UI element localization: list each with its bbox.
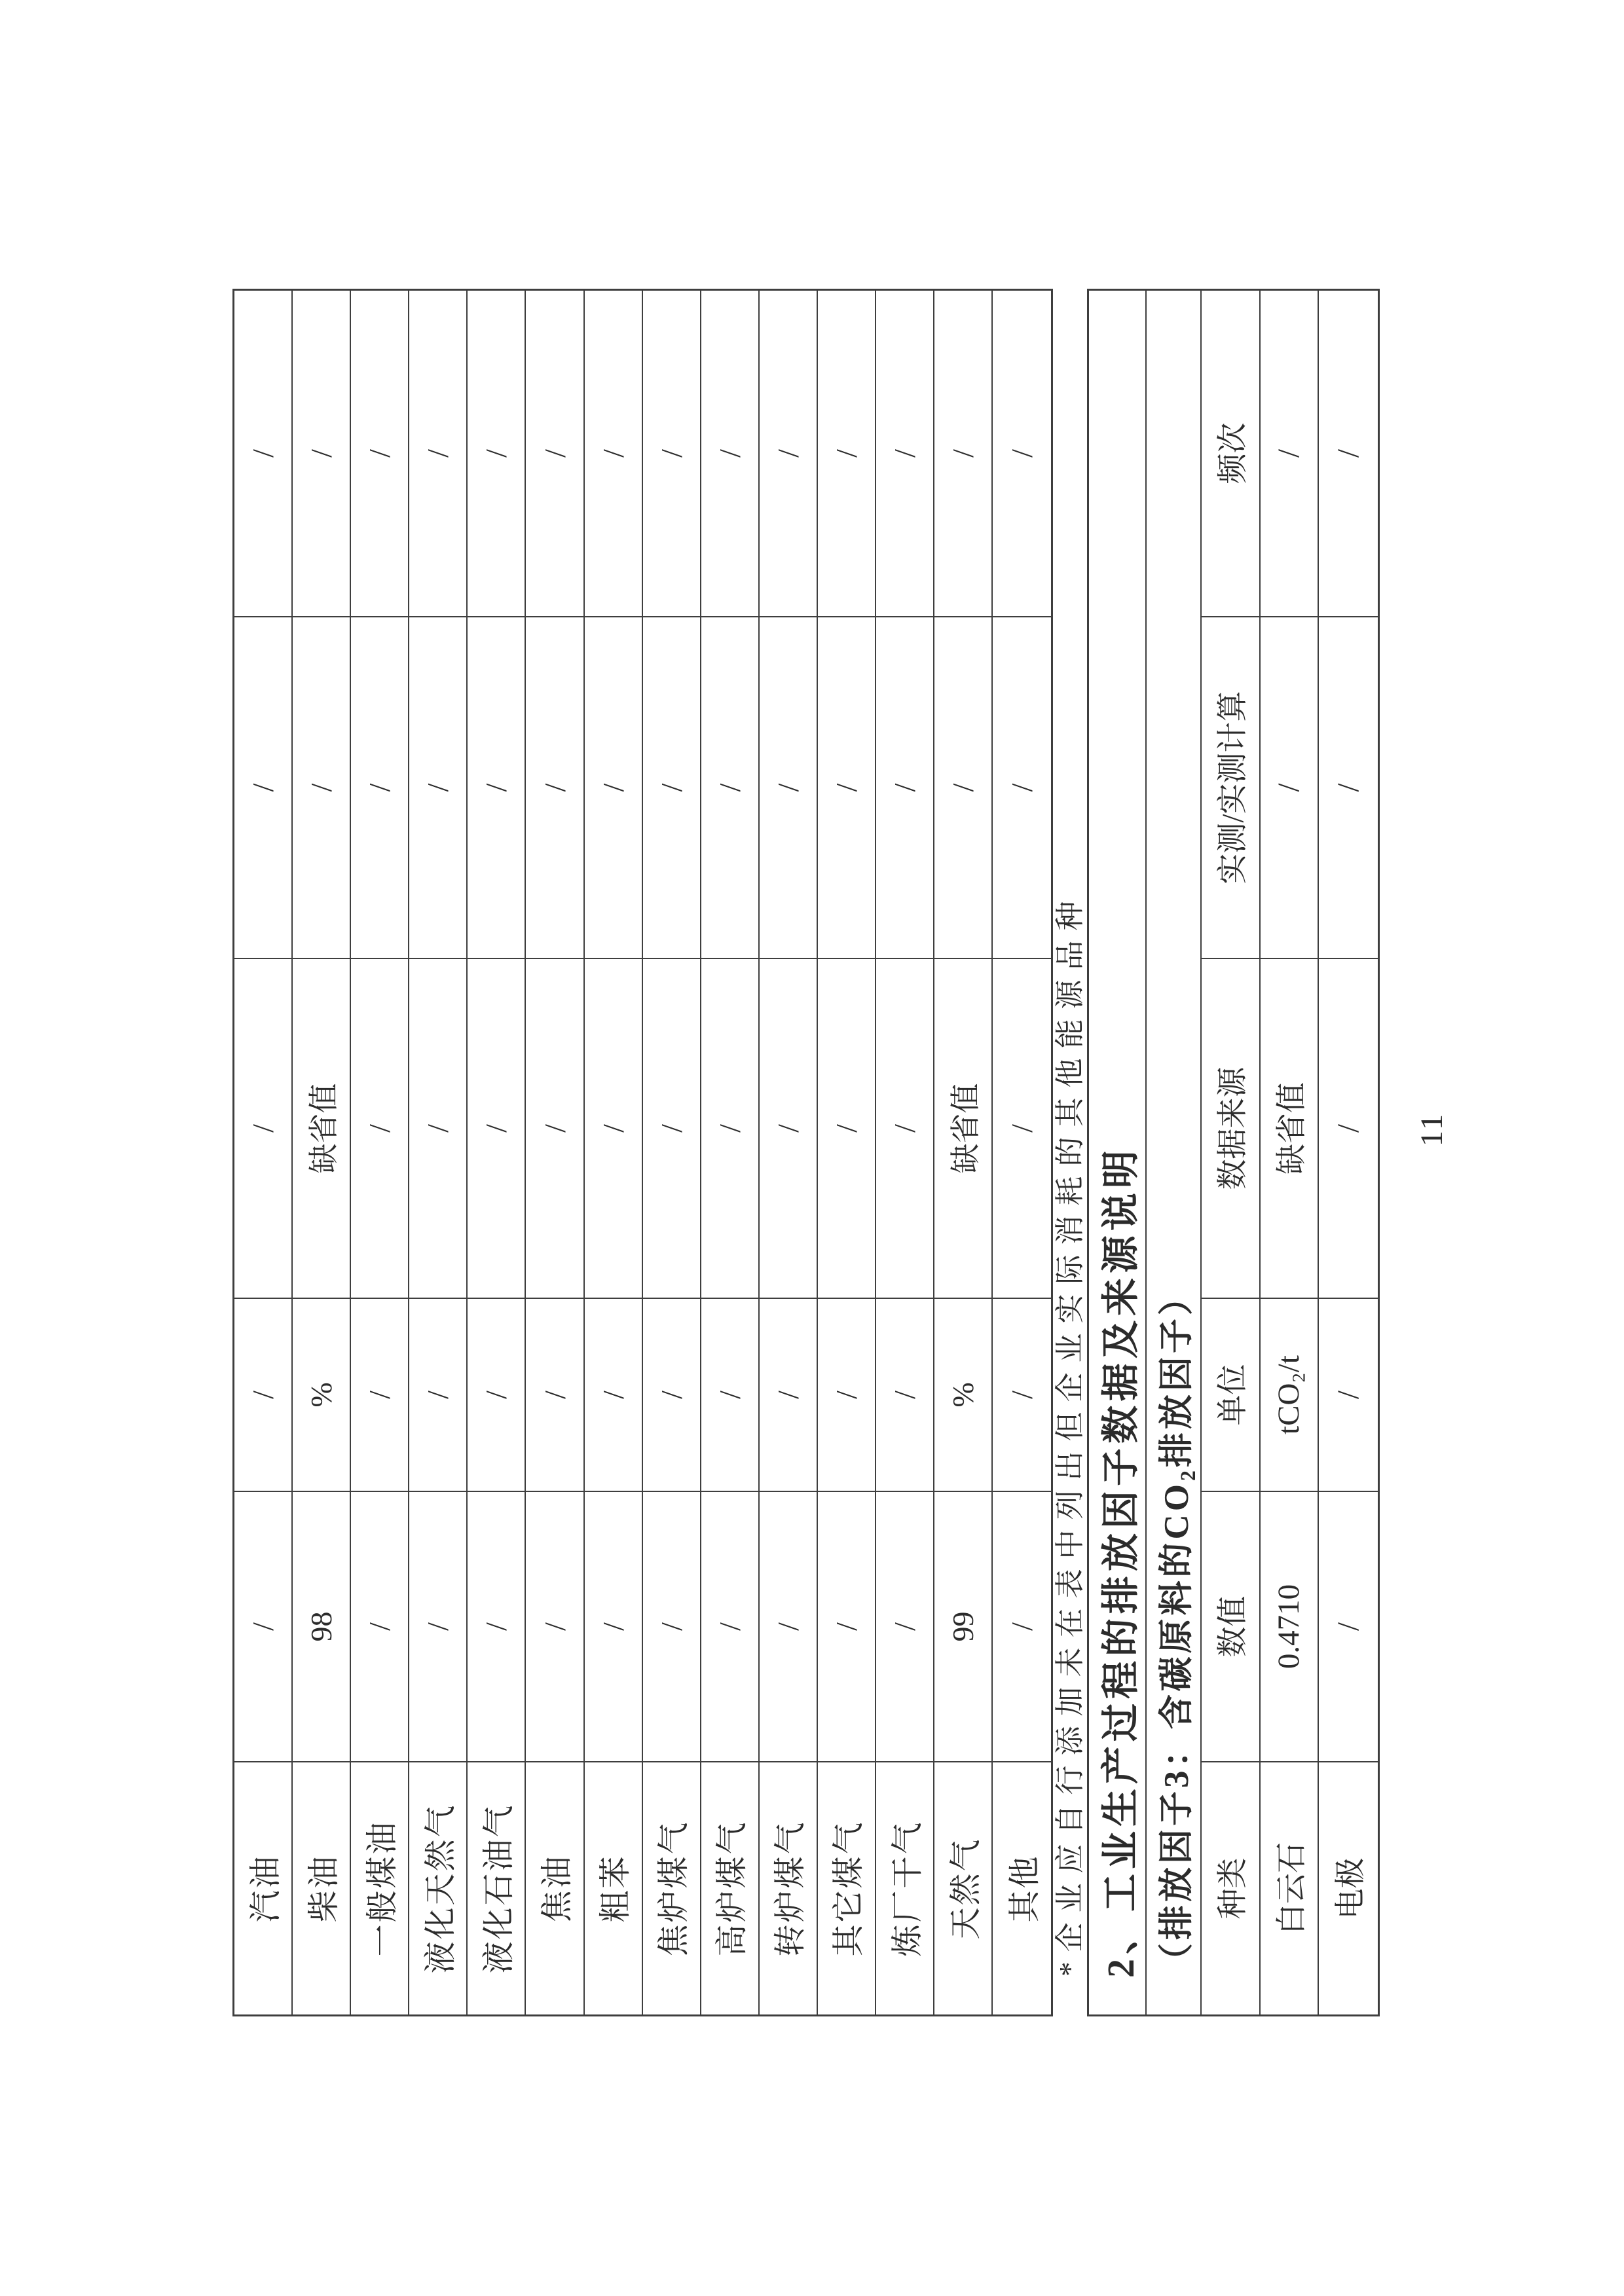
measured-cell: / xyxy=(701,616,760,958)
measured-cell: / xyxy=(351,616,409,958)
frequency-cell: / xyxy=(876,291,934,616)
unit-cell: % xyxy=(934,1298,993,1491)
value-cell: / xyxy=(1319,1491,1378,1761)
material-name-cell: 白云石 xyxy=(1261,1761,1320,2014)
value-cell: / xyxy=(409,1491,468,1761)
measured-cell: / xyxy=(876,616,934,958)
value-cell: / xyxy=(760,1491,818,1761)
frequency-cell: / xyxy=(1331,448,1365,458)
data-source-cell: / xyxy=(818,958,876,1298)
column-header-unit: 单位 xyxy=(1202,1298,1261,1491)
unit-cell: / xyxy=(468,1298,526,1491)
material-name-cell: 电极 xyxy=(1319,1761,1378,2014)
data-source-cell: / xyxy=(526,958,584,1298)
fuel-name-cell: 其它煤气 xyxy=(818,1761,876,2014)
frequency-cell: / xyxy=(1005,449,1039,458)
data-source-cell: / xyxy=(643,958,701,1298)
measured-cell: / xyxy=(234,616,293,958)
column-header-type: 种类 xyxy=(1202,1761,1261,2014)
unit-cell: / xyxy=(351,1298,409,1491)
value-cell: 0.4710 xyxy=(1261,1491,1320,1761)
column-header-value: 数值 xyxy=(1202,1491,1261,1761)
fuel-name-cell: 转炉煤气 xyxy=(760,1761,818,2014)
measured-cell: / xyxy=(643,616,701,958)
measured-cell: / xyxy=(934,616,993,958)
unit-cell: / xyxy=(760,1298,818,1491)
fuel-name-cell: 柴油 xyxy=(293,1761,351,2014)
frequency-cell: / xyxy=(1261,291,1320,616)
fuel-name-cell: 焦油 xyxy=(526,1761,584,2014)
frequency-cell: / xyxy=(234,291,293,616)
measured-cell: / xyxy=(585,616,643,958)
data-source-cell: / xyxy=(585,958,643,1298)
column-header-source: 数据来源 xyxy=(1202,958,1261,1298)
measured-cell: / xyxy=(1319,616,1378,958)
column-header-measured: 实测/实测计算 xyxy=(1202,616,1261,958)
value-cell: / xyxy=(351,1491,409,1761)
value-cell: / xyxy=(643,1491,701,1761)
data-source-cell: / xyxy=(351,958,409,1298)
fuel-name-cell: 液化石油气 xyxy=(468,1761,526,2014)
unit-cell: / xyxy=(409,1298,468,1491)
value-cell: / xyxy=(993,1491,1051,1761)
data-source-cell: 缺省值 xyxy=(293,958,351,1298)
measured-cell: / xyxy=(760,616,818,958)
fuel-name-cell: 高炉煤气 xyxy=(701,1761,760,2014)
data-source-cell: / xyxy=(468,958,526,1298)
unit-cell: % xyxy=(293,1298,351,1491)
value-cell: 99 xyxy=(934,1491,993,1761)
measured-cell: / xyxy=(526,616,584,958)
measured-cell: / xyxy=(1261,616,1320,958)
frequency-cell: / xyxy=(351,291,409,616)
fuel-name-cell: 粗苯 xyxy=(585,1761,643,2014)
frequency-cell: / xyxy=(585,291,643,616)
fuel-parameter-table xyxy=(232,289,1053,2016)
measured-cell: / xyxy=(409,616,468,958)
value-cell: / xyxy=(526,1491,584,1761)
frequency-cell: / xyxy=(760,291,818,616)
fuel-name-cell: 天然气 xyxy=(934,1761,993,2014)
fuel-name-cell: 液化天然气 xyxy=(409,1761,468,2014)
measured-cell: / xyxy=(993,616,1051,958)
measured-cell: / xyxy=(293,616,351,958)
fuel-name-cell: 其他 xyxy=(993,1761,1051,2014)
data-source-cell: / xyxy=(876,958,934,1298)
data-source-cell: / xyxy=(409,958,468,1298)
unit-cell: / xyxy=(585,1298,643,1491)
measured-cell: / xyxy=(818,616,876,958)
fuel-name-cell: 炼厂干气 xyxy=(876,1761,934,2014)
section2-subheading: （排放因子3：含碳原料的CO₂排放因子） xyxy=(1147,291,1202,2014)
frequency-cell: / xyxy=(293,291,351,616)
unit-cell: / xyxy=(526,1298,584,1491)
data-source-cell: / xyxy=(760,958,818,1298)
data-source-cell: 缺省值 xyxy=(934,958,993,1298)
frequency-cell: / xyxy=(409,291,468,616)
unit-cell: / xyxy=(876,1298,934,1491)
measured-cell: / xyxy=(468,616,526,958)
unit-cell: tCO₂/t xyxy=(1261,1298,1320,1491)
unit-cell: / xyxy=(701,1298,760,1491)
frequency-cell: / xyxy=(701,291,760,616)
frequency-cell: / xyxy=(934,291,993,616)
data-source-cell: / xyxy=(993,958,1051,1298)
data-source-cell: 缺省值 xyxy=(1261,958,1320,1298)
value-cell: / xyxy=(701,1491,760,1761)
data-source-cell: / xyxy=(1319,958,1378,1298)
unit-cell: / xyxy=(818,1298,876,1491)
fuel-name-cell: 一般煤油 xyxy=(351,1761,409,2014)
data-source-cell: / xyxy=(234,958,293,1298)
section2-block xyxy=(1087,289,1380,2016)
frequency-cell: / xyxy=(526,291,584,616)
table-footnote: *企业应自行添加未在表中列出但企业实际消耗的其他能源品种 xyxy=(1053,891,1086,1977)
value-cell: 98 xyxy=(293,1491,351,1761)
frequency-cell: / xyxy=(468,291,526,616)
frequency-cell: / xyxy=(818,291,876,616)
unit-cell: / xyxy=(1319,1298,1378,1491)
value-cell: / xyxy=(468,1491,526,1761)
value-cell: / xyxy=(585,1491,643,1761)
value-cell: / xyxy=(818,1491,876,1761)
fuel-name-cell: 汽油 xyxy=(234,1761,293,2014)
process-emission-factor-table xyxy=(1202,291,1378,2014)
value-cell: / xyxy=(234,1491,293,1761)
unit-cell: / xyxy=(643,1298,701,1491)
page-number: 11 xyxy=(1414,1112,1449,1147)
unit-cell: / xyxy=(234,1298,293,1491)
section2-heading: 2、工业生产过程的排放因子数据及来源说明 xyxy=(1089,291,1147,2014)
value-cell: / xyxy=(876,1491,934,1761)
fuel-name-cell: 焦炉煤气 xyxy=(643,1761,701,2014)
column-header-frequency: 频次 xyxy=(1202,291,1261,616)
unit-cell: / xyxy=(993,1298,1051,1491)
frequency-cell: / xyxy=(643,291,701,616)
data-source-cell: / xyxy=(701,958,760,1298)
